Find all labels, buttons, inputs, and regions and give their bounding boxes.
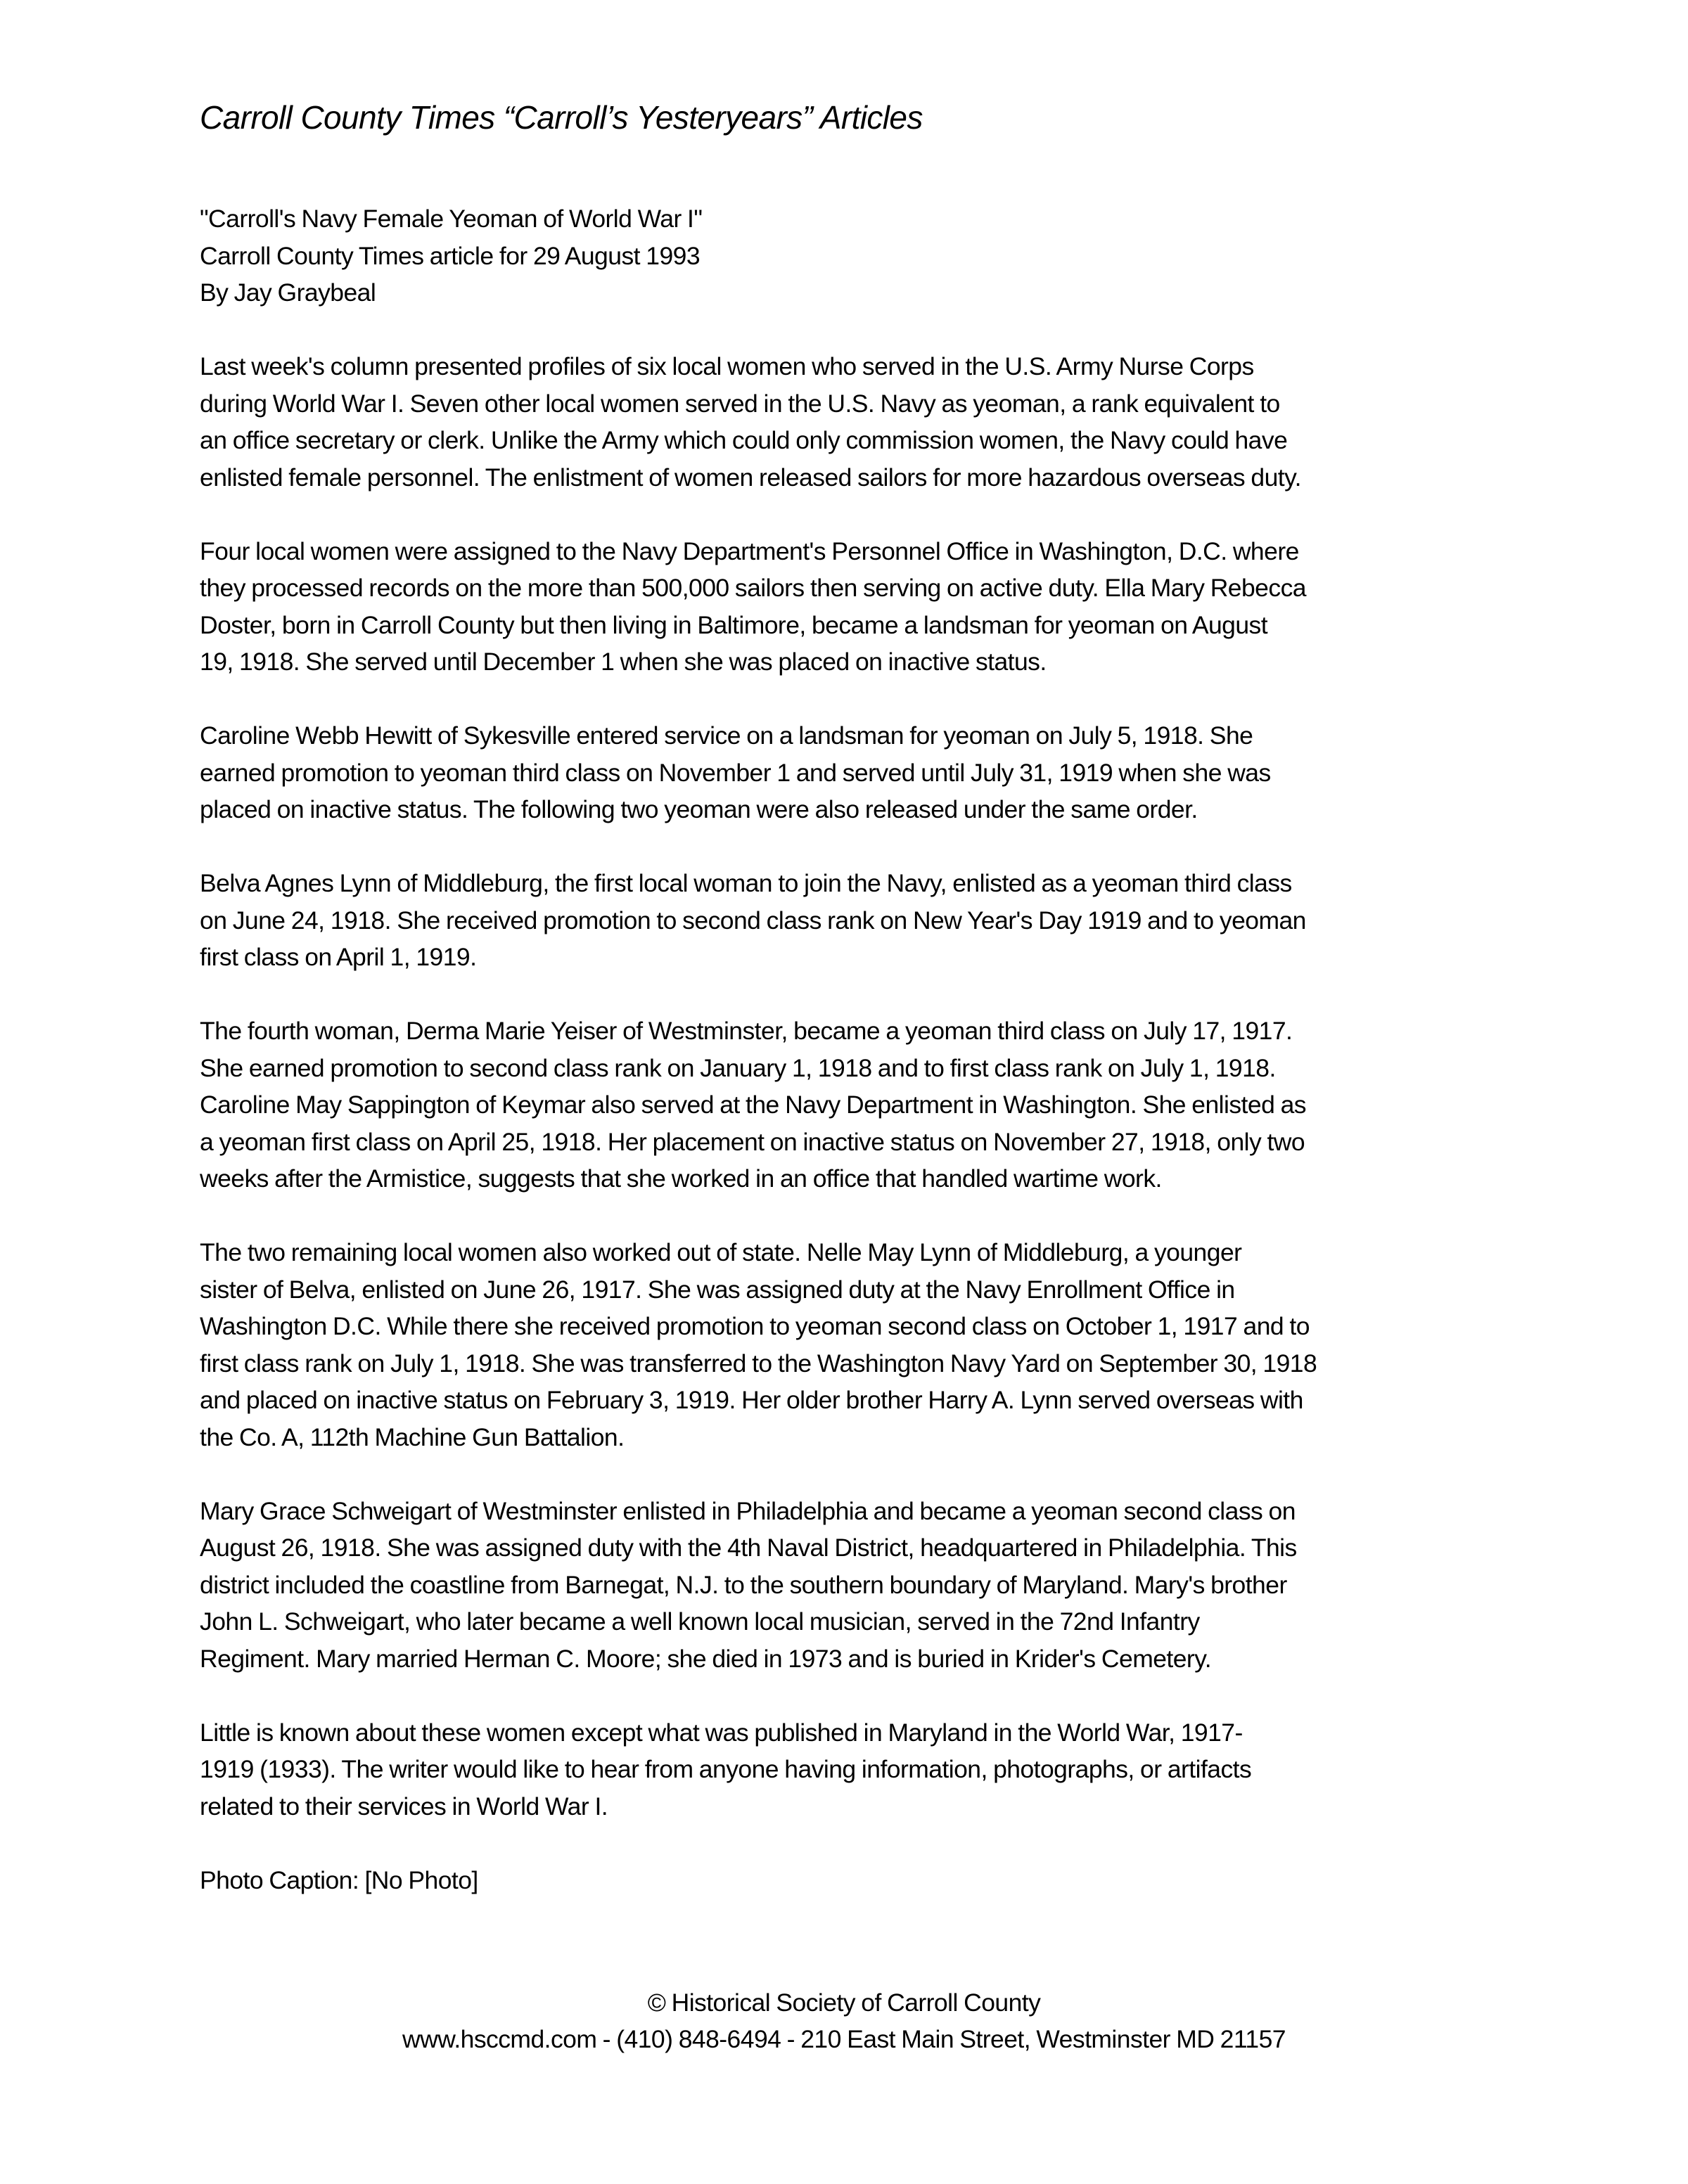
paragraph-7	[200, 1493, 1522, 1678]
paragraph-line: John L. Schweigart, who later became a well known local musician, served in the 72nd Infantry	[200, 1607, 1200, 1636]
paragraph-line: the Co. A, 112th Machine Gun Battalion.	[200, 1422, 625, 1451]
paragraph-line: sister of Belva, enlisted on June 26, 1917. She was assigned duty at the Navy Enrollment Office in	[200, 1275, 1235, 1304]
footer-copyright: © Historical Society of Carroll County	[647, 1989, 1041, 2017]
paragraph-line: Regiment. Mary married Herman C. Moore; she died in 1973 and is buried in Krider's Cemetery.	[200, 1644, 1212, 1673]
paragraph-3	[200, 717, 1522, 828]
paragraph-4	[200, 865, 1522, 976]
paragraph-line: Last week's column presented profiles of six local women who served in the U.S. Army Nurse Corps	[200, 352, 1254, 380]
photo-caption: Photo Caption: [No Photo]	[200, 1865, 478, 1894]
paragraph-line: district included the coastline from Barnegat, N.J. to the southern boundary of Maryland. Mary's brother	[200, 1570, 1287, 1599]
paragraph-2	[200, 533, 1522, 681]
article-meta	[200, 200, 1522, 311]
paragraph-line: August 26, 1918. She was assigned duty with the 4th Naval District, headquartered in Philadelphia. This	[200, 1534, 1297, 1562]
paragraph-line: weeks after the Armistice, suggests that she worked in an office that handled wartime work.	[200, 1164, 1162, 1193]
paragraph-8	[200, 1714, 1522, 1825]
article-byline: By Jay Graybeal	[200, 278, 376, 307]
paragraph-line: related to their services in World War I.	[200, 1792, 608, 1820]
paragraph-1	[200, 348, 1522, 496]
paragraph-line: The fourth woman, Derma Marie Yeiser of Westminster, became a yeoman third class on July 17, 1917.	[200, 1017, 1293, 1045]
paragraph-line: Caroline May Sappington of Keymar also served at the Navy Department in Washington. She enlisted as	[200, 1091, 1306, 1119]
article-body	[200, 200, 1522, 1899]
paragraph-line: and placed on inactive status on February 3, 1919. Her older brother Harry A. Lynn served overseas with	[200, 1386, 1303, 1414]
paragraph-line: Four local women were assigned to the Navy Department's Personnel Office in Washington, D.C. where	[200, 537, 1299, 565]
paragraph-line: on June 24, 1918. She received promotion to second class rank on New Year's Day 1919 and to yeoman	[200, 906, 1306, 934]
paragraph-line: placed on inactive status. The following two yeoman were also released under the same order.	[200, 795, 1198, 823]
paragraph-line: first class rank on July 1, 1918. She was transferred to the Washington Navy Yard on September 30, 1918	[200, 1349, 1317, 1377]
paragraph-5	[200, 1013, 1522, 1197]
article-title: "Carroll's Navy Female Yeoman of World War I"	[200, 205, 703, 233]
paragraph-line: The two remaining local women also worked out of state. Nelle May Lynn of Middleburg, a younger	[200, 1238, 1242, 1266]
paragraph-line: Doster, born in Carroll County but then living in Baltimore, became a landsman for yeoman on August	[200, 610, 1268, 639]
page-header-title: Carroll County Times “Carroll’s Yesteryears” Articles	[200, 99, 923, 136]
paragraph-line: Belva Agnes Lynn of Middleburg, the first local woman to join the Navy, enlisted as a yeoman third class	[200, 869, 1292, 897]
paragraph-line: Washington D.C. While there she received promotion to yeoman second class on October 1, 1917 and to	[200, 1312, 1310, 1340]
paragraph-line: an office secretary or clerk. Unlike the Army which could only commission women, the Navy could have	[200, 426, 1288, 454]
paragraph-line: first class on April 1, 1919.	[200, 943, 477, 971]
paragraph-line: She earned promotion to second class rank on January 1, 1918 and to first class rank on July 1, 1918.	[200, 1053, 1276, 1082]
paragraph-line: enlisted female personnel. The enlistment of women released sailors for more hazardous overseas duty.	[200, 463, 1301, 492]
paragraph-line: Mary Grace Schweigart of Westminster enlisted in Philadelphia and became a yeoman second class on	[200, 1496, 1296, 1525]
paragraph-line: 1919 (1933). The writer would like to hear from anyone having information, photographs, or artifacts	[200, 1755, 1252, 1783]
paragraph-line: a yeoman first class on April 25, 1918. Her placement on inactive status on November 27, 1918, only two	[200, 1127, 1305, 1156]
paragraph-line: during World War I. Seven other local women served in the U.S. Navy as yeoman, a rank equivalent to	[200, 389, 1280, 418]
article-source: Carroll County Times article for 29 August 1993	[200, 241, 701, 270]
footer-contact: www.hsccmd.com - (410) 848-6494 - 210 East Main Street, Westminster MD 21157	[402, 2025, 1286, 2053]
paragraph-6	[200, 1234, 1522, 1456]
paragraph-line: earned promotion to yeoman third class on November 1 and served until July 31, 1919 when she was	[200, 758, 1271, 787]
paragraph-line: Caroline Webb Hewitt of Sykesville entered service on a landsman for yeoman on July 5, 1918. She	[200, 721, 1253, 750]
paragraph-line: they processed records on the more than 500,000 sailors then serving on active duty. Ella Mary Rebecca	[200, 574, 1306, 602]
page-footer	[0, 1984, 1688, 2057]
paragraph-line: Little is known about these women except what was published in Maryland in the World War, 1917-	[200, 1718, 1243, 1747]
paragraph-line: 19, 1918. She served until December 1 when she was placed on inactive status.	[200, 648, 1047, 676]
